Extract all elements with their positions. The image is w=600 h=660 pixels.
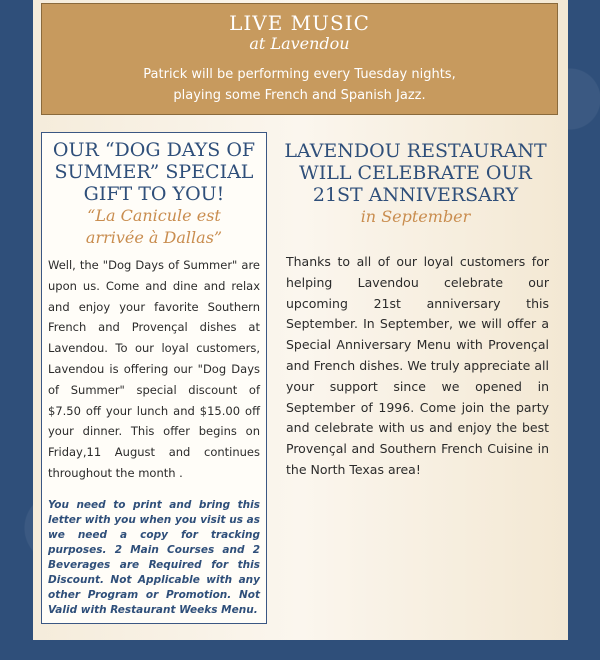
- anniversary-title: LAVENDOU RESTAURANT WILL CELEBRATE OUR 21ST ANNIVERSARY: [284, 140, 547, 206]
- live-music-text: Patrick will be performing every Tuesday nights, playing some French and Spanish Jazz.: [143, 67, 456, 103]
- live-music-title: LIVE MUSIC: [229, 11, 370, 35]
- anniversary-section: [278, 140, 553, 481]
- dog-days-title: OUR “DOG DAYS OF SUMMER” SPECIAL GIFT TO YOU!: [52, 139, 256, 205]
- anniversary-body: Thanks to all of our loyal customers for helping Lavendou celebrate our upcoming 21st anniversary this September. In September, we will offer a Special Anniversary Menu with Provençal and French dishes. We truly appreciate all your support since we opened in September of 1996. Come join the party and celebrate with us and enjoy the best Provençal and Southern French Cuisine in the North Texas area!: [286, 254, 549, 477]
- anniversary-subtitle: in September: [360, 207, 471, 226]
- dog-days-box: [41, 132, 267, 624]
- dog-days-subtitle: “La Canicule est arrivée à Dallas”: [85, 206, 223, 247]
- dog-days-body: Well, the "Dog Days of Summer" are upon us. Come and dine and relax and enjoy your favorite Southern French and Provençal dishes at Lavendou. To our loyal customers, Lavendou is offering our "Dog Days of Summer" special discount of $7.50 off your lunch and $15.00 off your dinner. This offer begins on Friday,11 August and continues throughout the month .: [48, 258, 260, 480]
- live-music-body: [42, 64, 557, 106]
- live-music-subtitle: at Lavendou: [249, 34, 350, 53]
- dog-days-note: You need to print and bring this letter with you when you visit us as we need a copy for tracking purposes. 2 Main Courses and 2 Beverages are Required for this Discount. Not Applicable with any other Program or Promotion. Not Valid with Restaurant Weeks Menu.: [48, 498, 260, 616]
- live-music-banner: [41, 3, 558, 115]
